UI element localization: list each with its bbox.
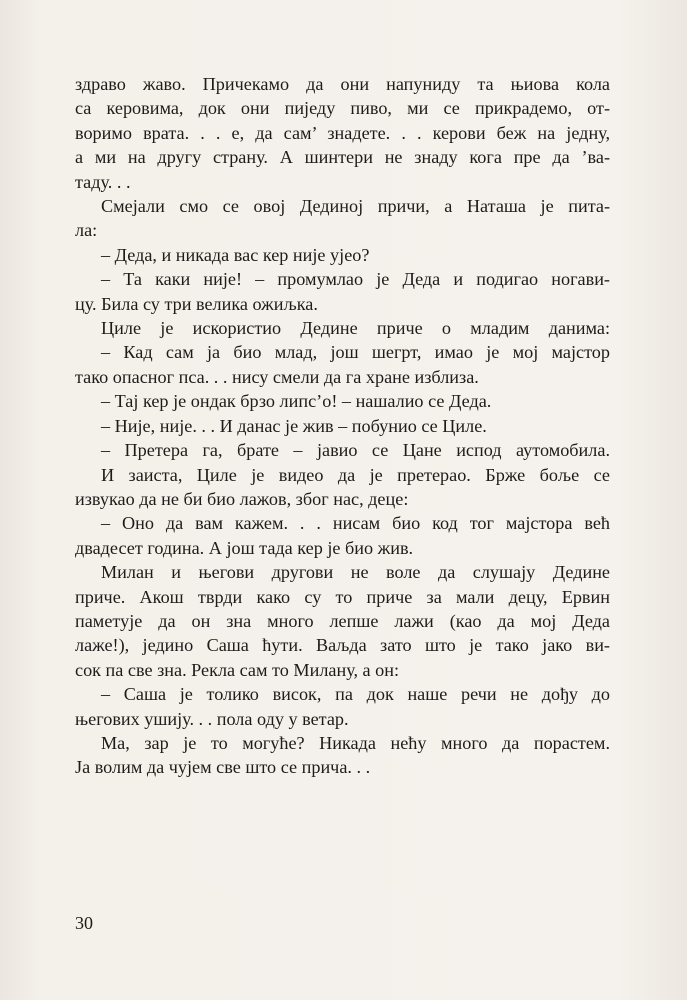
text-line: – Саша је толико висок, па док наше речи не дођу до <box>101 684 610 705</box>
text-line: извукао да не би био лажов, због нас, деце: <box>75 488 409 509</box>
text-line: Милан и његови другови не воле да слушају Дедине <box>101 562 610 583</box>
text-line: – Та каки није! – промумлао је Деда и подигао ногави- <box>101 269 610 290</box>
text-line: воримо врата. . . е, да сам’ знадете. . . керови беж на једну, <box>75 122 610 143</box>
text-line: таду. . . <box>75 171 131 192</box>
text-line: цу. Била су три велика ожиљка. <box>75 293 318 314</box>
text-line: – Тај кер је ондак брзо липс’о! – нашалио се Деда. <box>101 391 492 412</box>
text-line: лаже!), једино Саша ћути. Ваљда зато што је тако јако ви- <box>75 635 610 656</box>
text-line: сок па све зна. Рекла сам то Милану, а он: <box>75 659 400 680</box>
text-line: И заиста, Циле је видео да је претерао. Брже боље се <box>101 464 610 485</box>
text-line: здраво жаво. Причекамо да они напуниду та њиова кола <box>75 74 610 94</box>
text-line: Ја волим да чујем све што се прича. . . <box>75 757 371 778</box>
text-line: – Претера га, брате – јавио се Цане испод аутомобила. <box>101 440 610 461</box>
text-line: – Није, није. . . И данас је жив – побунио се Циле. <box>101 415 487 436</box>
text-line: паметује да он зна много лепше лажи (као да мој Деда <box>75 610 610 631</box>
body-text <box>75 72 610 780</box>
text-line: приче. Акош тврди како су то приче за мали децу, Ервин <box>75 586 610 607</box>
text-line: Циле је искористио Дедине приче о младим данима: <box>101 318 610 339</box>
page-number: 30 <box>75 913 93 933</box>
text-line: са керовима, док они пиједу пиво, ми се прикрадемо, от- <box>75 98 610 119</box>
text-line: – Кад сам ја био млад, још шегрт, имао је мој мајстор <box>101 342 610 363</box>
text-line: тако опасног пса. . . нису смели да га хране изблиза. <box>75 366 479 387</box>
text-line: – Деда, и никада вас кер није ујео? <box>101 244 370 265</box>
text-line: Ма, зар је то могуће? Никада нећу много да порастем. <box>101 732 610 753</box>
text-line: двадесет година. А још тада кер је био жив. <box>75 537 414 558</box>
text-line: а ми на другу страну. А шинтери не знаду кога пре да ’ва- <box>75 147 610 168</box>
text-line: ла: <box>75 220 98 241</box>
text-line: – Оно да вам кажем. . . нисам био код тог мајстора већ <box>101 513 610 534</box>
text-line: његових ушију. . . пола оду у ветар. <box>75 708 349 729</box>
text-line: Смејали смо се овој Дединој причи, а Наташа је пита- <box>101 196 610 217</box>
